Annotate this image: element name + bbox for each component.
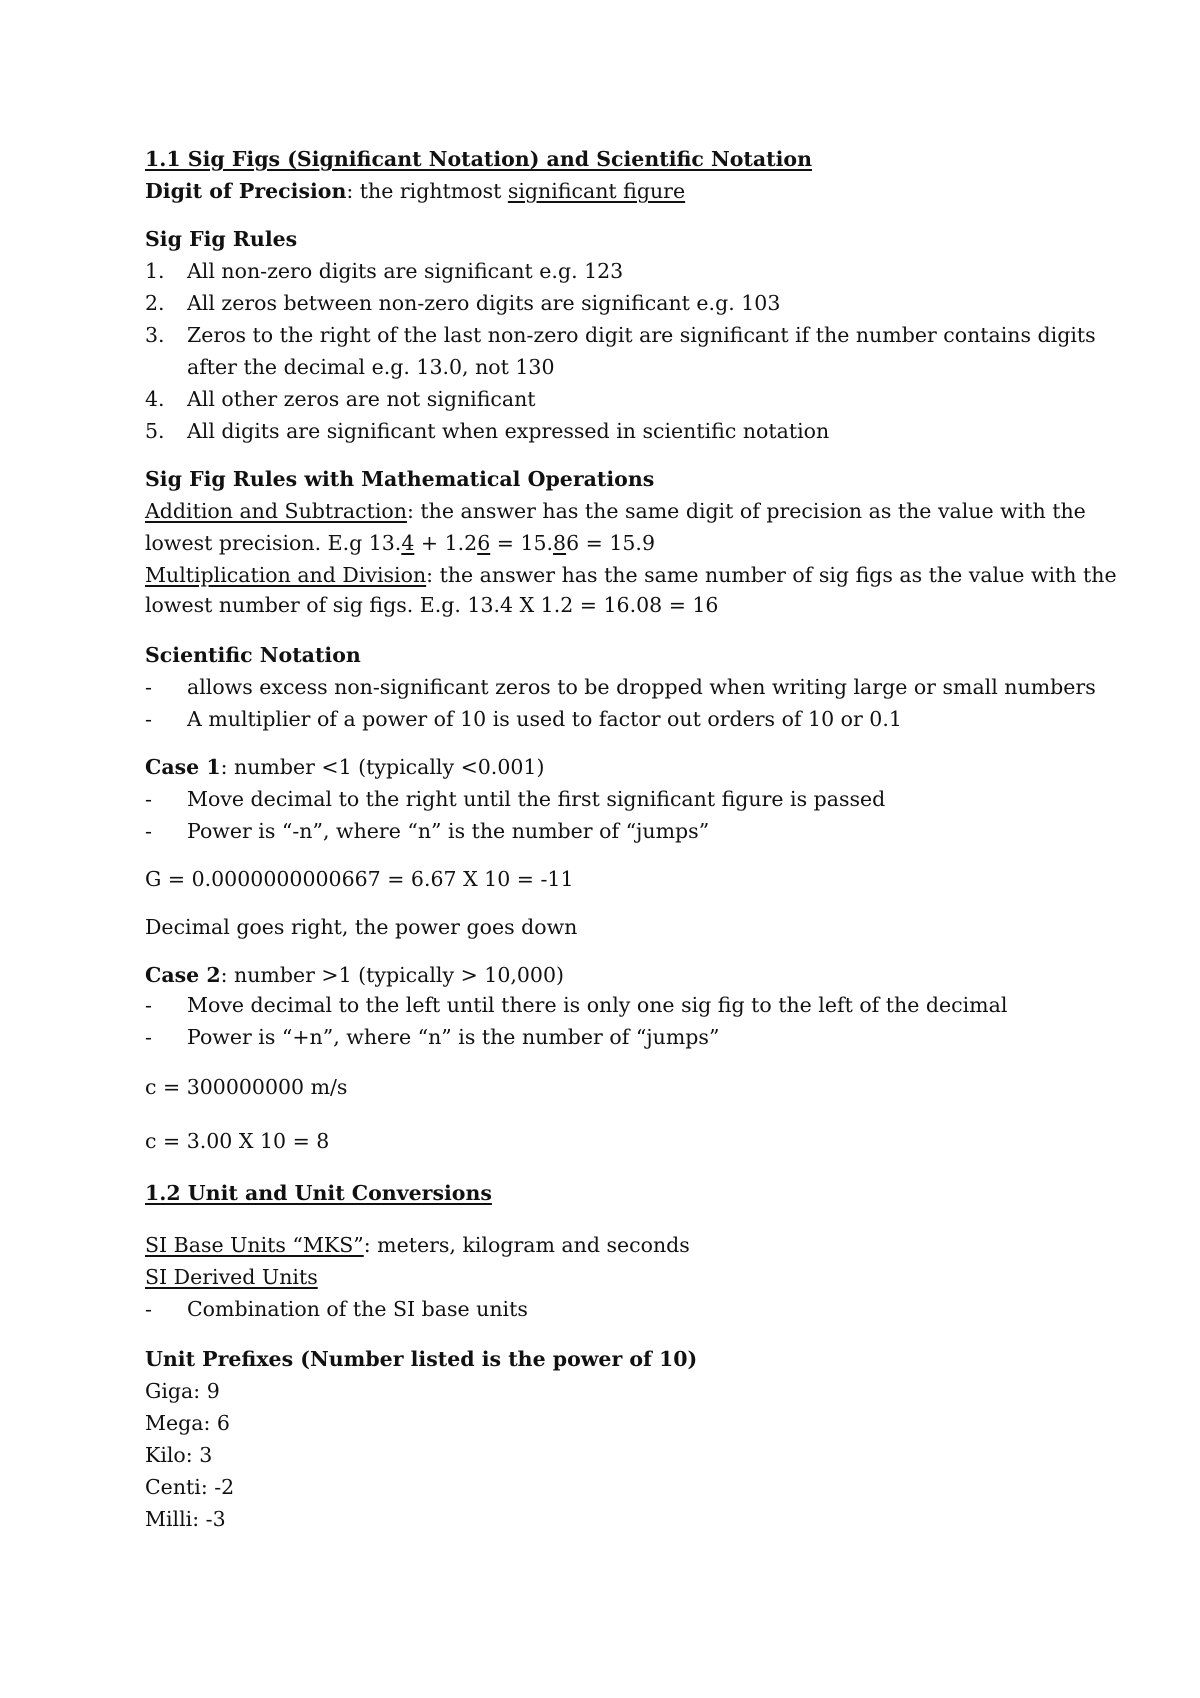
unit-prefixes-heading: Unit Prefixes (Number listed is the power of 10) — [145, 1347, 698, 1371]
prefix-item: Milli: -3 — [145, 1507, 226, 1531]
precision-definition: : the rightmost — [346, 179, 508, 203]
scientific-notation-heading: Scientific Notation — [145, 643, 361, 667]
prefix-item: Giga: 9 — [145, 1379, 220, 1403]
term-addition-subtraction: Addition and Subtraction — [145, 499, 407, 523]
multiplication-division-line: Multiplication and Division: the answer has the same number of sig figs as the value with the — [145, 563, 1117, 587]
case1-bullet: - Move decimal to the right until the first significant figure is passed — [145, 787, 886, 811]
case2-example-2: c = 3.00 X 10 = 8 — [145, 1129, 330, 1153]
term-si-base-units: SI Base Units “MKS” — [145, 1233, 364, 1257]
case-2-line: Case 2: number >1 (typically > 10,000) — [145, 963, 564, 987]
case1-example: G = 0.0000000000667 = 6.67 X 10 = -11 — [145, 867, 574, 891]
prefix-item: Mega: 6 — [145, 1411, 230, 1435]
significant-figure-term: significant figure — [507, 179, 686, 203]
addition-example-line: lowest precision. E.g 13.4 + 1.26 = 15.86 = 15.9 — [145, 531, 655, 555]
rule-item-continuation: after the decimal e.g. 13.0, not 130 — [187, 355, 555, 379]
case1-note: Decimal goes right, the power goes down — [145, 915, 578, 939]
math-operations-heading: Sig Fig Rules with Mathematical Operations — [145, 467, 655, 491]
case2-example-1: c = 300000000 m/s — [145, 1075, 348, 1099]
sci-bullet: - A multiplier of a power of 10 is used to factor out orders of 10 or 0.1 — [145, 707, 902, 731]
si-base-units-line: SI Base Units “MKS”: meters, kilogram and seconds — [145, 1233, 690, 1257]
addition-subtraction-line: Addition and Subtraction: the answer has the same digit of precision as the value with the — [145, 499, 1086, 523]
prefix-item: Centi: -2 — [145, 1475, 235, 1499]
multiplication-example-line: lowest number of sig figs. E.g. 13.4 X 1.2 = 16.08 = 16 — [145, 593, 719, 617]
term-multiplication-division: Multiplication and Division — [145, 563, 427, 587]
rule-item: 3. Zeros to the right of the last non-zero digit are significant if the number contains digits — [145, 323, 1096, 347]
term-si-derived-units: SI Derived Units — [145, 1265, 318, 1289]
case2-bullet: - Move decimal to the left until there is only one sig fig to the left of the decimal — [145, 993, 1008, 1017]
rule-item: 1. All non-zero digits are significant e.g. 123 — [145, 259, 624, 283]
case2-bullet: - Power is “+n”, where “n” is the number of “jumps” — [145, 1025, 720, 1049]
rule-item: 2. All zeros between non-zero digits are significant e.g. 103 — [145, 291, 781, 315]
derived-bullet: - Combination of the SI base units — [145, 1297, 528, 1321]
case-1-line: Case 1: number <1 (typically <0.001) — [145, 755, 545, 779]
case1-bullet: - Power is “-n”, where “n” is the number of “jumps” — [145, 819, 710, 843]
rule-item: 5. All digits are significant when expressed in scientific notation — [145, 419, 830, 443]
case-1-label: Case 1 — [145, 755, 221, 779]
sig-fig-rules-heading: Sig Fig Rules — [145, 227, 298, 251]
section-title-1-1: 1.1 Sig Figs (Significant Notation) and Scientific Notation — [145, 147, 813, 171]
term-digit-of-precision: Digit of Precision — [145, 179, 347, 203]
case-2-label: Case 2 — [145, 963, 221, 987]
section-title-1-2: 1.2 Unit and Unit Conversions — [145, 1181, 492, 1205]
digit-of-precision-line — [145, 176, 685, 206]
sci-bullet: - allows excess non-significant zeros to be dropped when writing large or small numbers — [145, 675, 1096, 699]
prefix-item: Kilo: 3 — [145, 1443, 213, 1467]
rule-item: 4. All other zeros are not significant — [145, 387, 536, 411]
